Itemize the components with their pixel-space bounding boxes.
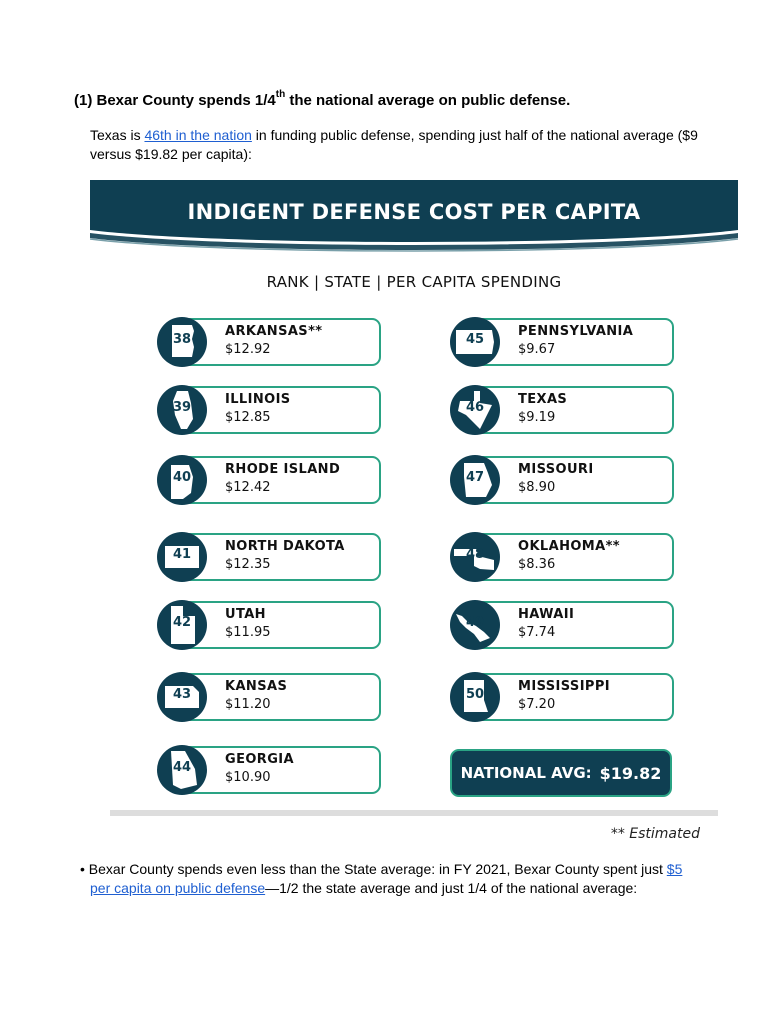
rank-badge [157, 532, 207, 582]
rank-number: 49 [465, 615, 485, 630]
state-name: TEXAS [518, 392, 568, 407]
state-name: GEORGIA [225, 752, 294, 767]
national-average-value: $19.82 [599, 763, 662, 783]
state-card [157, 673, 381, 721]
state-card [157, 533, 381, 581]
state-card [450, 533, 674, 581]
state-name: PENNSYLVANIA [518, 324, 634, 339]
rank-number: 42 [172, 615, 192, 630]
state-card [157, 601, 381, 649]
state-card [450, 386, 674, 434]
rank-number: 44 [172, 760, 192, 775]
state-card [450, 456, 674, 504]
rank-number: 50 [465, 687, 485, 702]
rank-badge [157, 672, 207, 722]
rank-number: 47 [465, 470, 485, 485]
link-5-per-capita[interactable]: $5 per capita on public defense [90, 861, 683, 896]
rank-number: 48 [465, 547, 485, 562]
infographic-title: INDIGENT DEFENSE COST PER CAPITA [187, 200, 641, 224]
state-card [157, 318, 381, 366]
rank-number: 40 [172, 470, 192, 485]
national-average-box [450, 749, 672, 797]
rank-badge [157, 600, 207, 650]
per-capita-amount: $7.20 [518, 697, 556, 712]
rank-number: 43 [172, 687, 192, 702]
rank-badge [450, 600, 500, 650]
estimated-footnote: ** Estimated [610, 826, 700, 842]
state-card-frame [181, 601, 381, 649]
rank-badge [450, 317, 500, 367]
state-name: ILLINOIS [225, 392, 291, 407]
per-capita-amount: $9.67 [518, 342, 556, 357]
rank-badge [450, 672, 500, 722]
per-capita-amount: $12.92 [225, 342, 271, 357]
per-capita-amount: $12.35 [225, 557, 271, 572]
state-card [157, 746, 381, 794]
state-card [157, 456, 381, 504]
rank-number: 45 [465, 332, 485, 347]
section-heading: (1) Bexar County spends 1/4th the national average on public defense. [74, 89, 571, 109]
rank-number: 46 [465, 400, 485, 415]
indigent-defense-infographic [90, 180, 738, 820]
per-capita-amount: $11.20 [225, 697, 271, 712]
state-card-frame [474, 386, 674, 434]
rank-number: 41 [172, 547, 192, 562]
column-legend: RANK | STATE | PER CAPITA SPENDING [266, 273, 562, 291]
per-capita-amount: $11.95 [225, 625, 271, 640]
state-card [450, 601, 674, 649]
per-capita-amount: $12.85 [225, 410, 271, 425]
bullet-paragraph: • Bexar County spends even less than the State average: in FY 2021, Bexar County spent just $5 per capita on public defense—1/2 the state average and just 1/4 of the national average: [80, 861, 683, 896]
rank-number: 38 [172, 332, 192, 347]
per-capita-amount: $8.36 [518, 557, 556, 572]
rank-badge [157, 745, 207, 795]
intro-paragraph: Texas is 46th in the nation in funding public defense, spending just half of the national average ($9 versus $19.82 per capita): [90, 127, 698, 162]
link-46th-in-nation[interactable]: 46th in the nation [144, 127, 252, 143]
state-name: NORTH DAKOTA [225, 539, 345, 554]
per-capita-amount: $8.90 [518, 480, 556, 495]
state-card [450, 318, 674, 366]
rank-badge [157, 317, 207, 367]
rank-badge [450, 385, 500, 435]
state-name: MISSOURI [518, 462, 594, 477]
state-card [157, 386, 381, 434]
national-average-label: NATIONAL AVG: [460, 764, 592, 782]
rank-badge [450, 455, 500, 505]
state-name: ARKANSAS** [225, 324, 323, 339]
divider [110, 810, 718, 816]
state-name: RHODE ISLAND [225, 462, 341, 477]
state-name: KANSAS [225, 679, 288, 694]
rank-number: 39 [172, 400, 192, 415]
rank-badge [450, 532, 500, 582]
state-name: OKLAHOMA** [518, 539, 620, 554]
per-capita-amount: $12.42 [225, 480, 271, 495]
per-capita-amount: $10.90 [225, 770, 271, 785]
state-name: UTAH [225, 607, 266, 622]
state-card [450, 673, 674, 721]
per-capita-amount: $7.74 [518, 625, 556, 640]
rank-badge [157, 385, 207, 435]
state-name: HAWAII [518, 607, 575, 622]
state-name: MISSISSIPPI [518, 679, 611, 694]
rank-badge [157, 455, 207, 505]
per-capita-amount: $9.19 [518, 410, 556, 425]
